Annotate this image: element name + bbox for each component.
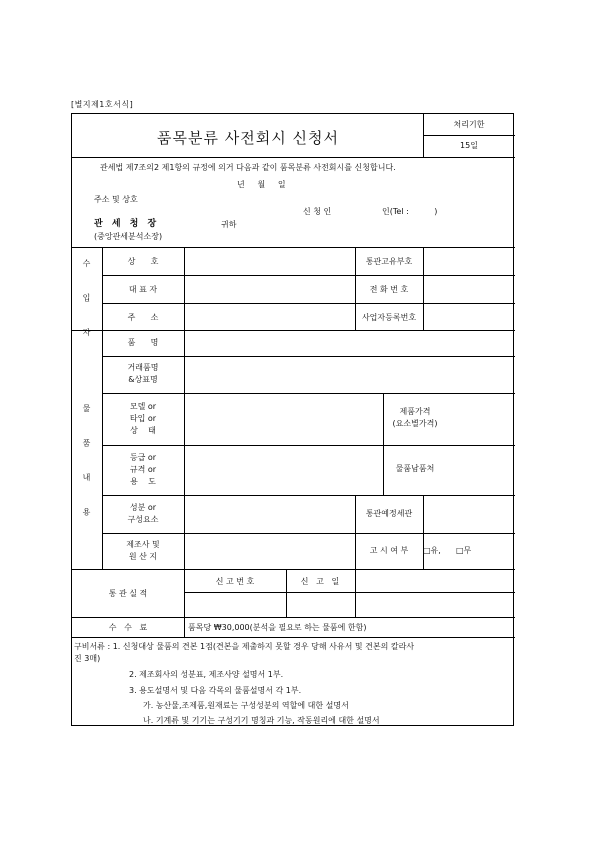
addressee: 관 세 청 장	[94, 219, 160, 229]
intro-date: 년 월 일	[237, 180, 286, 189]
notice-label: 고 시 여 부	[369, 546, 409, 555]
deadline-label: 처리기한	[453, 120, 485, 129]
intro-statement: 관세법 제7조의2 제1항의 규정에 의거 다음과 같이 품목분류 사전회시를 신청합니다.	[100, 163, 396, 172]
form-id: [별지제1호서식]	[71, 100, 134, 109]
attachments-line-4: 가. 농산물,조제품,원재료는 구성성분의 역할에 대한 설명서	[143, 701, 349, 710]
trade-name-label: 거래품명 &상표명	[127, 363, 159, 384]
customs-code-label: 통관고유부호	[365, 257, 413, 266]
notice-no-checkbox[interactable]: □무	[456, 546, 472, 555]
price-label: 제품가격 (요소별가격)	[392, 407, 438, 428]
goods-group-label: 물 품 내 용	[82, 404, 91, 528]
deadline-value: 15일	[460, 141, 478, 150]
attachments-line-1b: 진 3매)	[74, 654, 101, 663]
representative-label: 대 표 자	[128, 285, 158, 294]
importer-group-label: 수 입 자	[82, 259, 91, 349]
clearance-label: 통 관 실 적	[108, 589, 148, 598]
form-title: 품목분류 사전회시 신청서	[157, 129, 339, 147]
tariff-office-label: 통관예정세관	[365, 509, 413, 518]
fee-label: 수 수 료	[108, 623, 148, 632]
composition-label: 성분 or 구성요소	[127, 503, 159, 524]
attachments-line-3: 3. 용도설명서 및 다음 각목의 물품설명서 각 1부.	[129, 686, 302, 695]
addressee-sub: (중앙관세분석소장)	[94, 232, 163, 241]
product-name-label: 품 명	[127, 338, 159, 347]
notice-yes-checkbox[interactable]: □유,	[423, 546, 441, 555]
maker-origin-label: 제조사 및 원 산 지	[126, 540, 160, 561]
attachments-line-2: 2. 제조회사의 성분표, 제조사양 설명서 1부.	[129, 670, 284, 679]
business-number-label: 사업자등록번호	[361, 313, 417, 322]
application-form	[71, 113, 514, 726]
applicant-label: 신 청 인	[303, 207, 332, 216]
fee-value: 품목당 ₩30,000(분석을 필요로 하는 물품에 한함)	[188, 623, 367, 632]
model-label: 모델 or 타입 or 상 태	[129, 402, 157, 435]
declaration-number-label: 신 고 번 호	[215, 577, 255, 586]
attachments-line-1: 구비서류 : 1. 신청대상 물품의 견본 1점(견본을 제출하지 못할 경우 당해 사유서 및 견본의 칼라사	[74, 642, 415, 651]
declaration-date-label: 신 고 일	[300, 577, 340, 586]
importer-address-label: 주 소	[127, 313, 159, 322]
seal-tel: 인(Tel : )	[382, 207, 438, 216]
attachments-line-5: 나. 기계류 및 기기는 구성기기 명칭과 기능, 작동원리에 대한 설명서	[143, 716, 380, 725]
sample-label: 물품남품처	[395, 464, 435, 473]
honorific: 귀하	[221, 220, 237, 229]
phone-label: 전 화 번 호	[369, 285, 409, 294]
importer-name-label: 상 호	[127, 257, 159, 266]
grade-label: 등급 or 규격 or 용 도	[129, 453, 157, 486]
address-name-label: 주소 및 상호	[94, 195, 138, 204]
